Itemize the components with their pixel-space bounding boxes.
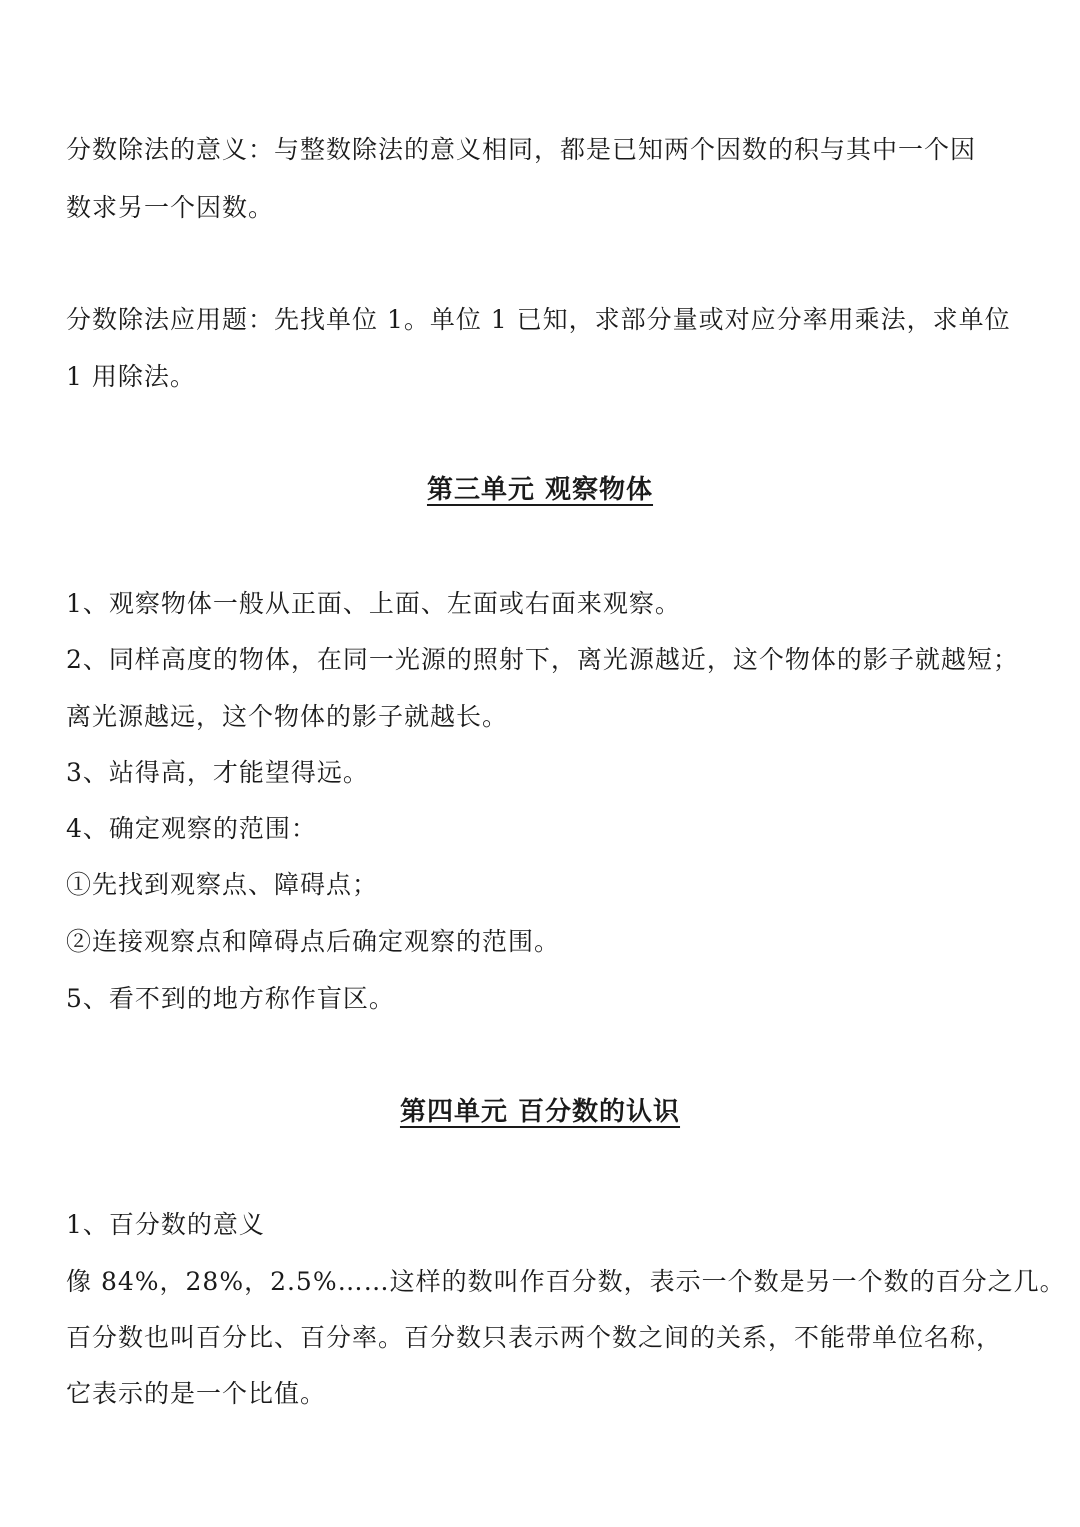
unit-3-line-2: 2、同样高度的物体，在同一光源的照射下，离光源越近，这个物体的影子就越短；	[66, 645, 1019, 674]
fraction-division-meaning-line-2: 数求另一个因数。	[66, 193, 275, 222]
unit-3-line-3: 离光源越远，这个物体的影子就越长。	[66, 702, 509, 731]
unit-4-line-1: 1、百分数的意义	[66, 1210, 265, 1239]
unit-3-line-1: 1、观察物体一般从正面、上面、左面或右面来观察。	[66, 589, 681, 618]
unit-4-line-4: 它表示的是一个比值。	[66, 1379, 327, 1408]
unit-4-heading	[0, 1094, 1080, 1130]
fraction-division-application-line-2: 1 用除法。	[66, 362, 196, 391]
unit-3-line-6: ①先找到观察点、障碍点；	[66, 870, 379, 899]
unit-3-heading	[0, 472, 1080, 508]
unit-3-line-5: 4、确定观察的范围：	[66, 814, 317, 843]
unit-4-heading-text: 第四单元 百分数的认识	[399, 1097, 681, 1127]
unit-3-line-7: ②连接观察点和障碍点后确定观察的范围。	[66, 927, 561, 956]
unit-3-line-4: 3、站得高，才能望得远。	[66, 758, 369, 787]
unit-4-line-3: 百分数也叫百分比、百分率。百分数只表示两个数之间的关系，不能带单位名称，	[66, 1323, 1003, 1352]
unit-4-line-2: 像 84%，28%，2.5%……这样的数叫作百分数，表示一个数是另一个数的百分之几。	[66, 1267, 1066, 1296]
fraction-division-application-line-1: 分数除法应用题：先找单位 1。单位 1 已知，求部分量或对应分率用乘法，求单位	[66, 305, 1011, 334]
unit-3-heading-text: 第三单元 观察物体	[426, 475, 654, 505]
unit-3-line-8: 5、看不到的地方称作盲区。	[66, 984, 395, 1013]
fraction-division-meaning-line-1: 分数除法的意义：与整数除法的意义相同，都是已知两个因数的积与其中一个因	[66, 135, 977, 164]
